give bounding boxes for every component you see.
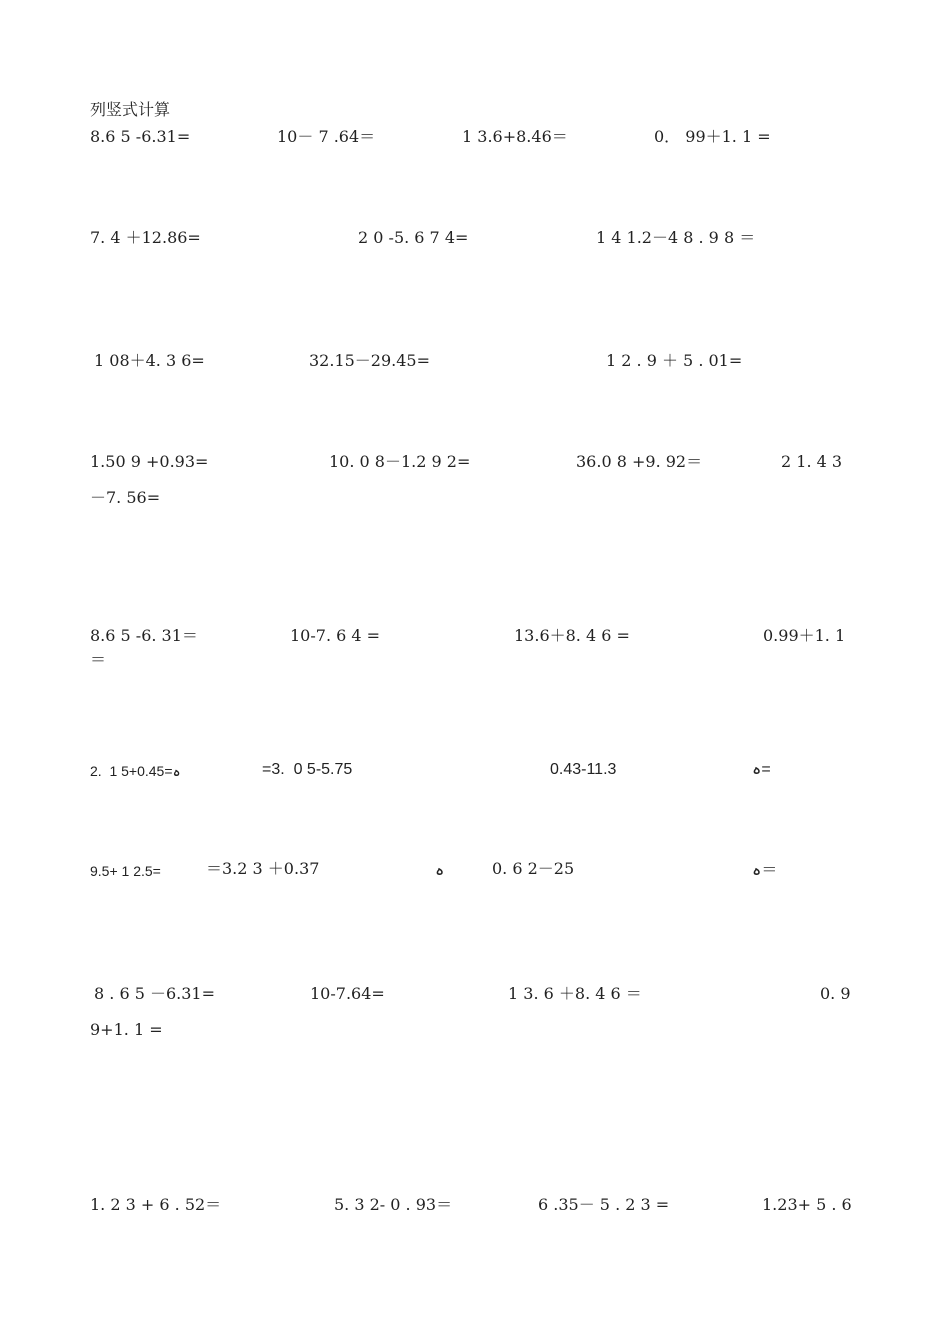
problem-text: 5. 3 2- 0 . 93＝ (334, 1195, 453, 1214)
problem-text: ہ (435, 862, 445, 879)
problem-text: 1 4 1.2－4 8 . 9 8 ＝ (596, 228, 756, 247)
problem-text: 1 2 . 9 ＋ 5 . 01= (606, 351, 743, 370)
problem-text: 9.5+ 1 2.5= (90, 863, 161, 879)
problem-text: ہ= (752, 761, 771, 778)
problem-text: 32.15－29.45= (309, 351, 431, 370)
problem-text: 8 . 6 5 －6.31= (94, 984, 216, 1003)
problem-text: 10-7. 6 4 = (290, 626, 381, 645)
problem-text: ＝ (90, 650, 107, 669)
problem-text: 0.99＋1. 1 (763, 626, 846, 645)
worksheet-title: 列竖式计算 (90, 100, 171, 119)
problem-text: 1 3. 6 ＋8. 4 6 ＝ (508, 984, 642, 1003)
problem-text: 36.0 8 +9. 92＝ (576, 452, 703, 471)
problem-text: 9+1. 1 = (90, 1020, 163, 1039)
problem-text: ＝3.2 3 ＋0.37 (206, 859, 320, 878)
problem-text: 13.6＋8. 4 6 = (514, 626, 630, 645)
problem-text: －7. 56= (90, 488, 161, 507)
problem-text: 8.6 5 -6.31= (90, 127, 191, 146)
problem-text: 1 3.6+8.46＝ (462, 127, 568, 146)
problem-text: 7. 4 ＋12.86= (90, 228, 201, 247)
problem-text: 0. 6 2－25 (492, 859, 575, 878)
problem-text: 2. 1 5+0.45=ہ (90, 763, 181, 779)
problem-text: =3. 0 5-5.75 (262, 761, 353, 778)
problem-text: 0． 99＋1. 1 = (654, 127, 771, 146)
problem-text: 10－ 7 .64＝ (277, 127, 376, 146)
problem-text: 1.50 9 +0.93= (90, 452, 209, 471)
problem-text: 10-7.64= (310, 984, 385, 1003)
problem-text: 1.23+ 5 . 6 (762, 1195, 852, 1214)
problem-text: 1 08＋4. 3 6= (94, 351, 205, 370)
problem-text: 2 1. 4 3 (781, 452, 843, 471)
problem-text: 8.6 5 -6. 31＝ (90, 626, 198, 645)
problem-text: 6 .35－ 5 . 2 3 = (538, 1195, 670, 1214)
problem-text: 10. 0 8－1.2 9 2= (329, 452, 471, 471)
problem-text: 0. 9 (820, 984, 851, 1003)
problem-text: 2 0 -5. 6 7 4= (358, 228, 469, 247)
problem-text: 1. 2 3 + 6 . 52＝ (90, 1195, 222, 1214)
problem-text: ہ＝ (752, 862, 778, 879)
problem-text: 0.43-11.3 (550, 761, 617, 778)
